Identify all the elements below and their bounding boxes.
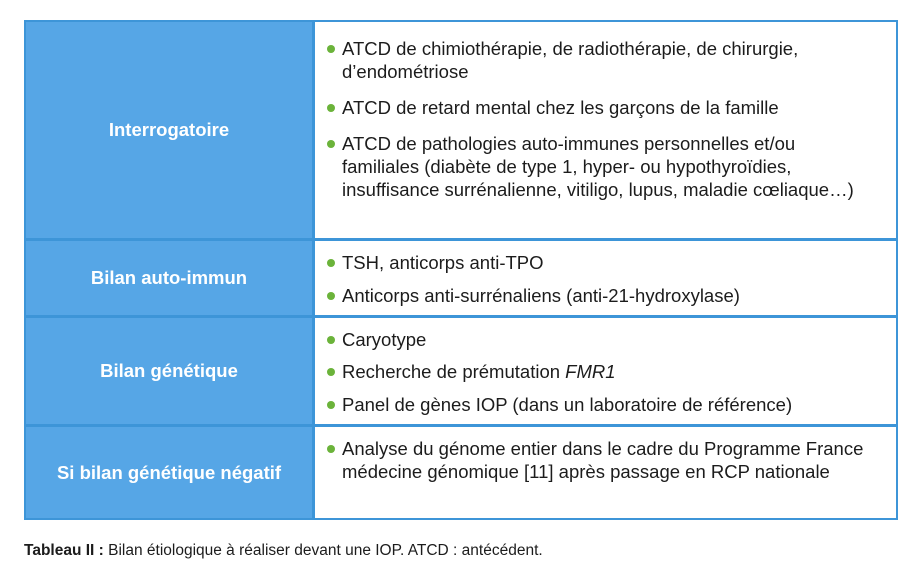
- bullet-icon: [327, 104, 335, 112]
- caption-text: Bilan étiologique à réaliser devant une IOP. ATCD : antécédent.: [103, 542, 543, 559]
- row-label-bilan-genetique: Bilan génétique: [26, 318, 312, 424]
- table-row: [26, 318, 896, 424]
- row-label-si-bilan-genetique-negatif: Si bilan génétique négatif: [26, 427, 312, 518]
- table-row: [26, 241, 896, 315]
- list-item: Recherche de prémutation FMR1: [327, 360, 866, 383]
- row-label-interrogatoire: Interrogatoire: [26, 22, 312, 238]
- row-items: [315, 241, 896, 315]
- row-items: [315, 427, 896, 518]
- table-caption: [24, 542, 543, 560]
- bullet-icon: [327, 445, 335, 453]
- list-item: TSH, anticorps anti-TPO: [327, 251, 866, 274]
- list-item: ATCD de pathologies auto-immunes personnelles et/ou familiales (diabète de type 1, hyper- ou hypothyroïdies, insuffisance surrénalienne, vitiligo, lupus, maladie cœliaque…): [327, 132, 866, 201]
- list-item: Analyse du génome entier dans le cadre du Programme France médecine génomique [11] après passage en RCP nationale: [327, 437, 866, 483]
- table-row: [26, 22, 896, 238]
- list-item: Anticorps anti-surrénaliens (anti-21-hydroxylase): [327, 284, 866, 307]
- caption-label: Tableau II :: [24, 542, 104, 559]
- bullet-icon: [327, 292, 335, 300]
- bullet-icon: [327, 368, 335, 376]
- row-label-bilan-auto-immun: Bilan auto-immun: [26, 241, 312, 315]
- row-items: [315, 318, 896, 424]
- etiology-table: [24, 20, 898, 520]
- bullet-icon: [327, 259, 335, 267]
- list-item: ATCD de chimiothérapie, de radiothérapie, de chirurgie, d’endométriose: [327, 37, 866, 83]
- list-item: ATCD de retard mental chez les garçons de la famille: [327, 96, 866, 119]
- row-items: [315, 22, 896, 238]
- bullet-icon: [327, 336, 335, 344]
- table-row: [26, 427, 896, 518]
- bullet-icon: [327, 401, 335, 409]
- list-item: Panel de gènes IOP (dans un laboratoire de référence): [327, 393, 866, 416]
- bullet-icon: [327, 45, 335, 53]
- list-item: Caryotype: [327, 328, 866, 351]
- gene-name: FMR1: [565, 361, 616, 382]
- bullet-icon: [327, 140, 335, 148]
